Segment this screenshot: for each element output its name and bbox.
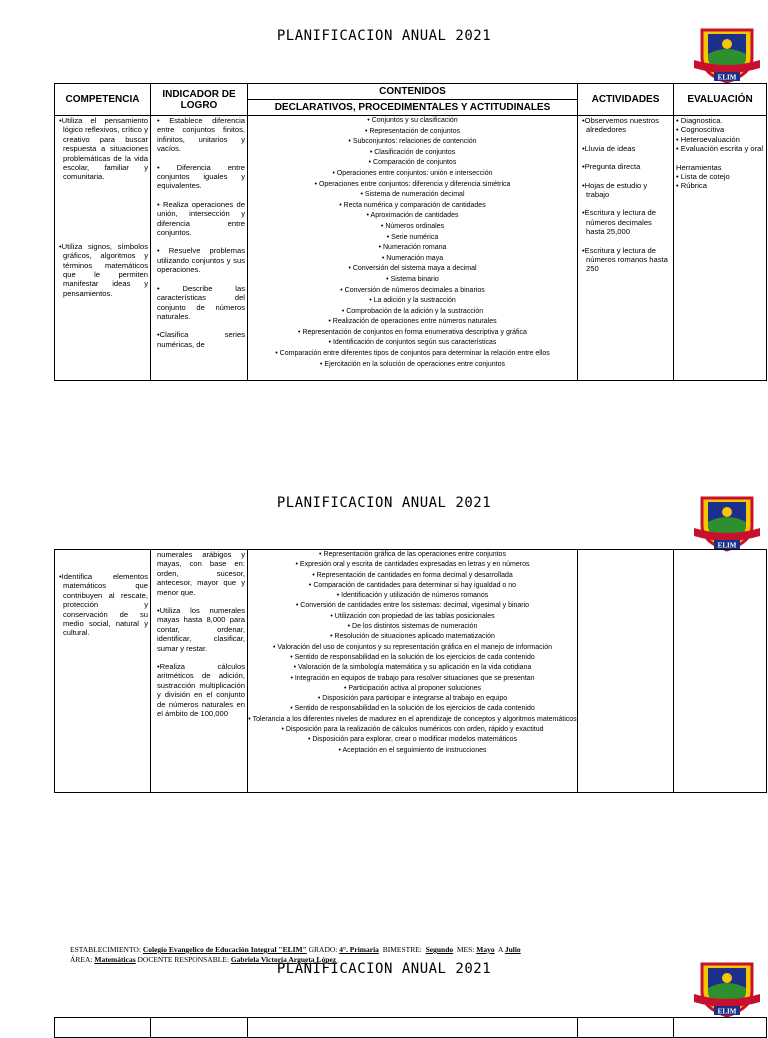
- contenido-item: • Valoración de la simbología matemática y su aplicación en la vida cotidiana: [293, 664, 532, 672]
- contenido-item: • Sentido de responsabilidad en la solución de los ejercicios de cada contenido: [290, 653, 535, 661]
- evaluacion-item: • Diagnostica.: [676, 116, 723, 125]
- establecimiento-value: Colegio Evangelico de Educación Integral "ELIM": [142, 945, 307, 954]
- contenido-item: • Conversión de cantidades entre los sistemas: decimal, vigesimal y binario: [295, 602, 530, 610]
- header-line-1: [70, 946, 521, 954]
- plan-table-page2: [54, 549, 767, 793]
- label-mes: MES:: [456, 945, 475, 954]
- competencia-cell: [55, 550, 151, 793]
- contenido-item: • Comprobación de la adición y la sustracción: [341, 307, 484, 315]
- grado-value: 4°. Primaria: [339, 945, 379, 954]
- contenido-item: • Números ordinales: [380, 222, 445, 230]
- svg-text:ELIM: ELIM: [717, 73, 737, 82]
- contenido-item: • Identificación de conjuntos según sus características: [328, 339, 497, 347]
- contenido-item: • Utilización con propiedad de las tablas posicionales: [330, 612, 495, 620]
- contenido-item: • Comparación entre diferentes tipos de conjuntos para determinar la relación entre ellos: [275, 350, 550, 358]
- indicador-item: •Utiliza los numerales mayas hasta 8,000 para contar, ordenar, identificar, clasificar, sumar y restar.: [157, 606, 245, 653]
- evaluacion-item: • Cognoscitiva: [676, 125, 725, 135]
- contenido-item: • Numeración maya: [381, 254, 444, 262]
- label-grado: GRADO:: [308, 945, 338, 954]
- indicador-cell: [151, 550, 248, 793]
- area-value: Matemáticas: [94, 955, 136, 964]
- header-contenidos: CONTENIDOS: [248, 84, 578, 100]
- page-title: PLANIFICACION ANUAL 2021: [276, 961, 492, 977]
- contenido-item: • Operaciones entre conjuntos: unión e intersección: [332, 169, 493, 177]
- contenido-item: • Clasificación de conjuntos: [369, 148, 456, 156]
- contenido-item: • De los distintos sistemas de numeración: [347, 623, 478, 631]
- contenido-item: • Comparación de conjuntos: [368, 159, 457, 167]
- label-docente: DOCENTE RESPONSABLE:: [137, 955, 229, 964]
- contenido-item: • Representación de conjuntos en forma enumerativa descriptiva y gráfica: [298, 328, 527, 336]
- page-title: PLANIFICACION ANUAL 2021: [276, 28, 492, 44]
- actividad-item: •Lluvia de ideas: [582, 143, 636, 153]
- contenido-item: • Identificación y utilización de números romanos: [336, 592, 489, 600]
- header-cell: [151, 1018, 248, 1038]
- indicador-cell: [151, 116, 248, 381]
- contenido-item: • Subconjuntos: relaciones de contención: [348, 138, 477, 146]
- contenido-item: • Recta numérica y comparación de cantidades: [339, 201, 486, 209]
- contenido-item: • Sentido de responsabilidad en la solución de los ejercicios de cada contenido: [290, 705, 535, 713]
- competencia-item: •Utiliza signos, símbolos gráficos, algoritmos y términos matemáticos que le permiten manifestar ideas y pensamientos.: [59, 241, 148, 298]
- contenido-item: • Representación de cantidades en forma decimal y desarrollada: [312, 571, 513, 579]
- svg-text:ELIM: ELIM: [717, 541, 737, 550]
- contenido-item: • Numeración romana: [378, 244, 447, 252]
- evaluacion-item: • Evaluación escrita y oral: [676, 144, 764, 154]
- header-cell: [55, 1018, 151, 1038]
- header-evaluacion: EVALUACIÓN: [674, 84, 767, 116]
- contenido-item: • Sistema de numeración decimal: [360, 191, 465, 199]
- mes-value: Mayo: [476, 945, 495, 954]
- contenido-item: • Conversión de números decimales a binarios: [340, 286, 485, 294]
- indicador-item: numerales arábigos y mayas, con base en: orden, sucesor, antecesor, mayor que y menor que.: [157, 550, 245, 597]
- indicador-item: • Describe las características del conjunto de números naturales.: [157, 283, 245, 321]
- indicador-item: •Clasifica series numéricas, de: [157, 330, 245, 349]
- contenido-item: • Realización de operaciones entre números naturales: [328, 318, 497, 326]
- contenido-item: • Participación activa al proponer soluciones: [343, 684, 482, 692]
- actividades-cell: [578, 116, 674, 381]
- contenido-item: • Comparación de cantidades para determinar si hay igualdad o no: [308, 581, 517, 589]
- label-area: ÁREA:: [70, 955, 93, 964]
- contenido-item: • Integración en equipos de trabajo para resolver situaciones que se presentan: [290, 674, 535, 682]
- contenido-item: • Disposición para la realización de cálculos numéricos con orden, rápido y exactitud: [281, 726, 544, 734]
- mes-fin-value: Julio: [504, 945, 521, 954]
- competencia-cell: [55, 116, 151, 381]
- indicador-item: • Diferencia entre conjuntos iguales y equivalentes.: [157, 162, 245, 191]
- header-cell: [578, 1018, 674, 1038]
- actividades-cell: [578, 550, 674, 793]
- contenido-item: • Ejercitación en la solución de operaciones entre conjuntos: [320, 360, 505, 368]
- header-cell: [674, 1018, 767, 1038]
- contenidos-cell: [248, 550, 578, 793]
- school-crest-icon: [694, 492, 760, 554]
- header-competencia: COMPETENCIA: [55, 84, 151, 116]
- page-title: PLANIFICACION ANUAL 2021: [276, 495, 492, 511]
- evaluacion-item: • Heteroevaluación: [676, 134, 740, 144]
- evaluacion-item: • Rúbrica: [676, 181, 707, 191]
- contenido-item: • Resolución de situaciones aplicado matematización: [330, 633, 495, 641]
- actividad-item: •Escritura y lectura de números decimales hasta 25,000: [582, 208, 656, 237]
- actividad-item: •Observemos nuestros alrededores: [582, 116, 659, 135]
- header-cell: [248, 1018, 578, 1038]
- plan-table-page1: [54, 83, 767, 381]
- indicador-item: • Establece diferencia entre conjuntos finitos, infinitos, unitarios y vacíos.: [157, 116, 245, 154]
- label-a: A: [497, 945, 503, 954]
- actividad-item: •Pregunta directa: [582, 162, 641, 172]
- contenido-item: • Representación de conjuntos: [364, 127, 461, 135]
- svg-text:ELIM: ELIM: [717, 1007, 737, 1016]
- contenido-item: • Disposición para explorar, crear o modificar modelos matemáticos: [307, 736, 518, 744]
- school-crest-icon: [694, 958, 760, 1020]
- evaluacion-item: Herramientas: [676, 162, 722, 172]
- indicador-item: • Realiza operaciones de unión, intersección y diferencia entre conjuntos.: [157, 199, 245, 238]
- plan-table-page3: [54, 1017, 767, 1038]
- contenido-item: • Conversión del sistema maya a decimal: [348, 265, 477, 273]
- contenido-item: • Operaciones entre conjuntos: diferencia y diferencia simétrica: [314, 180, 511, 188]
- label-bimestre: BIMESTRE:: [382, 945, 422, 954]
- header-actividades: ACTIVIDADES: [578, 84, 674, 116]
- actividad-item: •Hojas de estudio y trabajo: [582, 180, 648, 200]
- docente-value: Gabriela Victoria Argueta López: [230, 955, 337, 964]
- contenido-item: • Tolerancia a los diferentes niveles de madurez en el aprendizaje de conceptos y algoritmos matemáticos: [248, 715, 577, 723]
- contenido-item: • Aceptación en el seguimiento de instrucciones: [338, 746, 487, 754]
- indicador-item: •Realiza cálculos aritméticos de adición, sustracción multiplicación y división en el conjunto de números naturales en el ámbito de 100,000: [157, 662, 245, 719]
- contenido-item: • Serie numérica: [386, 233, 439, 241]
- contenido-item: • Disposición para participar e integrarse al trabajo en equipo: [317, 695, 508, 703]
- competencia-item: •Identifica elementos matemáticos que contribuyen al rescate, protección y conservación de su medio social, natural y cultural.: [59, 572, 148, 638]
- evaluacion-item: • Lista de cotejo: [676, 172, 730, 182]
- contenidos-cell: [248, 116, 578, 381]
- label-establecimiento: ESTABLECIMIENTO:: [70, 945, 141, 954]
- competencia-item: •Utiliza el pensamiento lógico reflexivos, crítico y creativo para buscar respuesta a situaciones problemáticas de la vida escolar, familiar y comunitaria.: [59, 116, 148, 182]
- contenido-item: • Valoración del uso de conjuntos y su representación gráfica en el manejo de información: [273, 643, 552, 651]
- contenido-item: • Representación gráfica de las operaciones entre conjuntos: [319, 551, 506, 558]
- school-crest-icon: [694, 24, 760, 86]
- evaluacion-cell: [674, 550, 767, 793]
- header-indicador: INDICADOR DE LOGRO: [151, 84, 248, 116]
- contenido-item: • Sistema binario: [386, 275, 439, 283]
- contenido-item: • Expresión oral y escrita de cantidades expresadas en letras y en números: [295, 561, 530, 569]
- contenido-item: • Aproximación de cantidades: [366, 212, 459, 220]
- indicador-item: • Resuelve problemas utilizando conjuntos y sus operaciones.: [157, 246, 245, 275]
- contenido-item: • Conjuntos y su clasificación: [367, 117, 458, 124]
- actividad-item: •Escritura y lectura de números romanos hasta 250: [582, 245, 668, 274]
- bimestre-value: Segundo: [425, 945, 454, 954]
- header-contenidos-sub: DECLARATIVOS, PROCEDIMENTALES Y ACTITUDINALES: [248, 100, 578, 116]
- contenido-item: • La adición y la sustracción: [369, 297, 456, 305]
- evaluacion-cell: [674, 116, 767, 381]
